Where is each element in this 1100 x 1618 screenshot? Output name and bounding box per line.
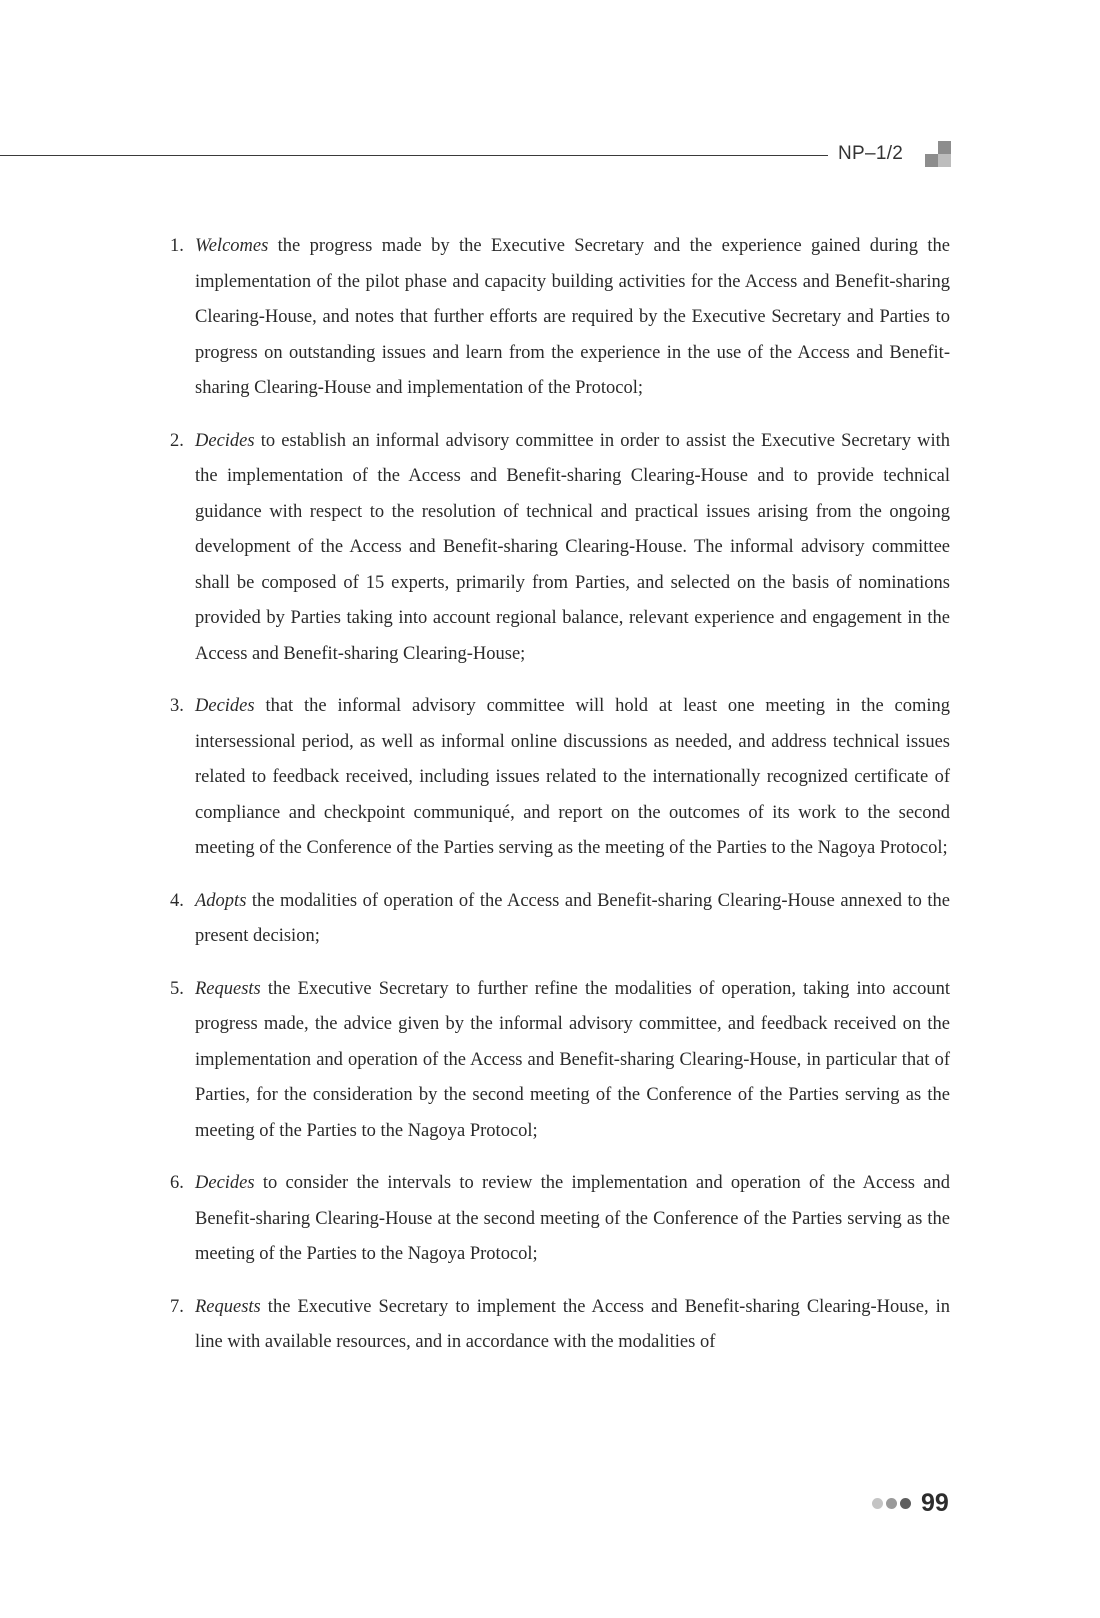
paragraph-text <box>195 1166 950 1273</box>
paragraph-text <box>195 884 950 955</box>
page-number: 99 <box>921 1488 949 1517</box>
operative-keyword: Decides <box>195 1173 255 1193</box>
medium-dot-icon <box>886 1498 897 1509</box>
operative-keyword: Welcomes <box>195 236 269 256</box>
paragraph-text <box>195 689 950 867</box>
paragraph-body-text: the progress made by the Executive Secretary and the experience gained during the implementation of the pilot phase and capacity building activities for the Access and Benefit-sharing Clearing-House, and notes that further efforts are required by the Executive Secretary and Parties to progress on outstanding issues and learn from the experience in the use of the Access and Benefit-sharing Clearing-House and implementation of the Protocol; <box>195 236 950 398</box>
page-footer <box>872 1487 949 1519</box>
paragraph-5 <box>170 972 950 1150</box>
paragraph-text <box>195 1290 950 1361</box>
operative-keyword: Decides <box>195 430 255 451</box>
paragraph-number: 1. <box>170 236 184 256</box>
paragraph-text <box>195 229 950 407</box>
paragraph-body-text: the Executive Secretary to further refine the modalities of operation, taking into account progress made, the advice given by the informal advisory committee, and feedback received on the implementation and operation of the Access and Benefit-sharing Clearing-House, in particular that of Parties, for the consideration by the second meeting of the Conference of the Parties serving as the meeting of the Parties to the Nagoya Protocol; <box>195 978 950 1141</box>
paragraph-6 <box>170 1166 950 1273</box>
paragraph-number: 4. <box>170 890 184 911</box>
paragraph-body-text: to consider the intervals to review the implementation and operation of the Access and Benefit-sharing Clearing-House at the second meeting of the Conference of the Parties serving as the meeting of the Parties to the Nagoya Protocol; <box>195 1173 950 1264</box>
paragraph-7 <box>170 1290 950 1361</box>
paragraph-body-text: to establish an informal advisory committee in order to assist the Executive Secretary with the implementation of the Access and Benefit-sharing Clearing-House and to provide technical guidance with respect to the resolution of technical and practical issues arising from the ongoing development of the Access and Benefit-sharing Clearing-House. The informal advisory committee shall be composed of 15 experts, primarily from Parties, and selected on the basis of nominations provided by Parties taking into account regional balance, relevant experience and engagement in the Access and Benefit-sharing Clearing-House; <box>195 430 950 664</box>
paragraph-number: 7. <box>170 1296 184 1317</box>
document-code: NP–1/2 <box>838 143 904 164</box>
paragraph-number: 3. <box>170 696 184 716</box>
paragraph-3 <box>170 689 950 867</box>
paragraph-number: 5. <box>170 978 184 999</box>
paragraph-body-text: the modalities of operation of the Access and Benefit-sharing Clearing-House annexed to the present decision; <box>195 890 950 946</box>
header-rule <box>0 155 828 156</box>
paragraph-body-text: the Executive Secretary to implement the Access and Benefit-sharing Clearing-House, in line with available resources, and in accordance with the modalities of <box>195 1296 950 1352</box>
corner-square-decoration <box>925 141 951 167</box>
operative-keyword: Requests <box>195 978 261 999</box>
paragraph-text <box>195 424 950 673</box>
decision-body <box>170 229 950 1378</box>
dark-dot-icon <box>900 1498 911 1509</box>
paragraph-number: 2. <box>170 430 184 451</box>
paragraph-2 <box>170 424 950 673</box>
paragraph-text <box>195 972 950 1150</box>
paragraph-1 <box>170 229 950 407</box>
operative-keyword: Adopts <box>195 890 247 911</box>
operative-keyword: Decides <box>195 696 255 716</box>
light-dot-icon <box>872 1498 883 1509</box>
paragraph-number: 6. <box>170 1173 184 1193</box>
paragraph-body-text: that the informal advisory committee will hold at least one meeting in the coming intersessional period, as well as informal online discussions as needed, and address technical issues related to feedback received, including issues related to the internationally recognized certificate of compliance and checkpoint communiqué, and report on the outcomes of its work to the second meeting of the Conference of the Parties serving as the meeting of the Parties to the Nagoya Protocol; <box>195 696 950 858</box>
paragraph-4 <box>170 884 950 955</box>
operative-keyword: Requests <box>195 1296 261 1317</box>
